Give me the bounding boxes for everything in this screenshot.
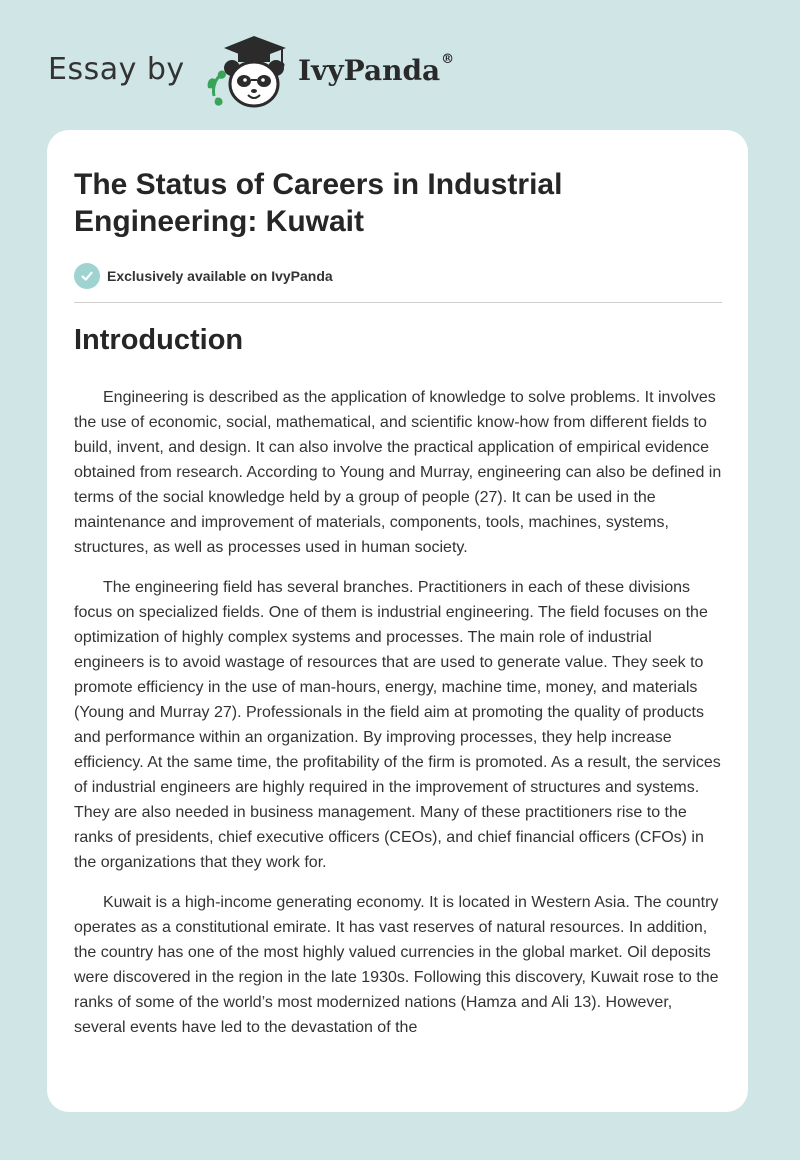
section-heading: Introduction (74, 324, 244, 356)
panda-graduate-icon[interactable] (202, 34, 294, 110)
paragraph: Kuwait is a high-income generating economy. It is located in Western Asia. The country operates as a constitutional emirate. It has vast reserves of natural resources. In addition, the country has one of the most highly valued currencies in the global market. Oil deposits were discovered in the region in the late 1930s. Following this discovery, Kuwait rose to the ranks of some of the world’s most modernized nations (Hamza and Ali 13). However, several events have led to the devastation of the (74, 894, 719, 1036)
essay-body (74, 385, 724, 1055)
brand-name[interactable]: IvyPanda® (298, 52, 455, 87)
essay-by-label: Essay by (48, 52, 185, 87)
paragraph: The engineering field has several branches. Practitioners in each of these divisions focus on specialized fields. One of them is industrial engineering. The field focuses on the optimization of highly complex systems and processes. The main role of industrial engineers is to avoid wastage of resources that are used to generate value. They seek to promote efficiency in the use of man-hours, energy, machine time, money, and materials (Young and Murray 27). Professionals in the field aim at promoting the quality of products and performance within an organization. By improving processes, they help increase efficiency. At the same time, the profitability of the firm is promoted. As a result, the services of industrial engineers are highly required in the improvement of structures and systems. They are also needed in business management. Many of these practitioners rise to the ranks of presidents, chief executive officers (CEOs), and chief financial officers (CFOs) in the organizations that they work for. (74, 579, 721, 871)
paragraph: Engineering is described as the application of knowledge to solve problems. It involves the use of economic, social, mathematical, and scientific know-how from different fields to build, invent, and design. It can also involve the practical application of empirical evidence obtained from research. According to Young and Murray, engineering can also be defined in terms of the social knowledge held by a group of people (27). It can be used in the maintenance and improvement of materials, components, tools, machines, systems, structures, as well as processes used in human society. (74, 389, 722, 556)
check-icon (74, 263, 100, 289)
essay-card (47, 130, 748, 1112)
exclusive-badge (74, 263, 333, 289)
site-header (46, 34, 546, 114)
trademark-symbol: ® (441, 52, 455, 67)
badge-text: Exclusively available on IvyPanda (107, 268, 333, 284)
divider (74, 302, 722, 303)
page-title: The Status of Careers in Industrial Engineering: Kuwait (74, 168, 563, 238)
ivy-leaf-icon (208, 71, 226, 106)
